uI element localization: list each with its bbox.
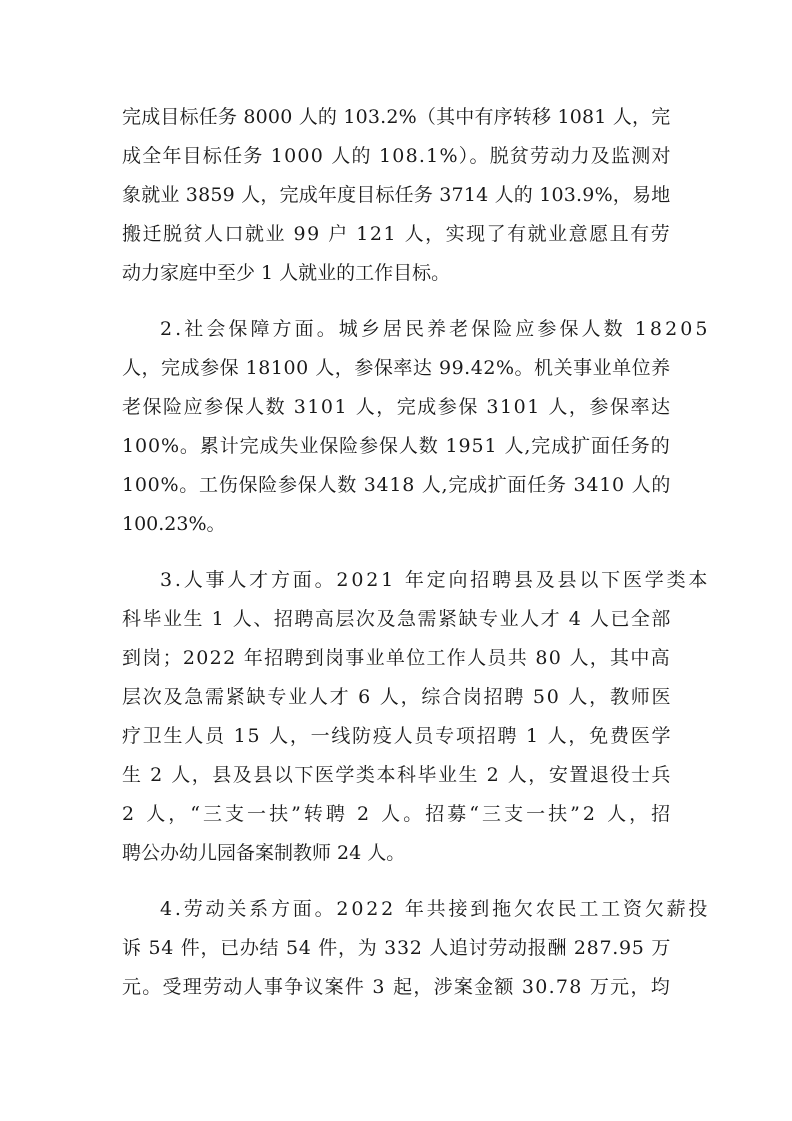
text-line (122, 215, 670, 254)
text-line-content: 搬迁脱贫人口就业 99 户 121 人，实现了有就业意愿且有劳 (122, 223, 672, 245)
paragraph-first-line (122, 310, 711, 349)
text-line-content: 老保险应参保人数 3101 人，完成参保 3101 人，参保率达 (122, 396, 672, 418)
text-line (122, 137, 670, 176)
text-line-content: 科毕业生 1 人、招聘高层次及急需紧缺专业人才 4 人已全部 (122, 608, 672, 630)
text-line-content: 疗卫生人员 15 人，一线防疫人员专项招聘 1 人，免费医学 (122, 725, 673, 747)
text-line (122, 254, 670, 293)
text-line (122, 600, 670, 639)
text-line-content: 到岗；2022 年招聘到岗事业单位工作人员共 80 人，其中高 (122, 647, 671, 669)
text-line-content: 生 2 人，县及县以下医学类本科毕业生 2 人，安置退役士兵 (122, 764, 672, 786)
text-line (122, 505, 670, 544)
text-line-content: 100.23%。 (122, 513, 226, 535)
text-line-content: 完成目标任务 8000 人的 103.2%（其中有序转移 1081 人，完 (122, 106, 671, 128)
paragraph-first-line (122, 561, 711, 600)
text-line (122, 717, 673, 756)
text-line-content: 象就业 3859 人，完成年度目标任务 3714 人的 103.9%，易地 (122, 184, 671, 206)
text-line (122, 968, 670, 1007)
text-line (122, 929, 670, 968)
text-line (122, 678, 673, 717)
text-line-content: 2.社会保障方面。城乡居民养老保险应参保人数 18205 (160, 318, 711, 340)
text-line-content: 3.人事人才方面。2021 年定向招聘县及县以下医学类本 (160, 569, 711, 591)
text-line-content: 诉 54 件，已办结 54 件，为 332 人追讨劳动报酬 287.95 万 (122, 937, 672, 959)
text-line (122, 795, 674, 834)
text-line-content: 动力家庭中至少 1 人就业的工作目标。 (122, 262, 451, 284)
text-line-content: 成全年目标任务 1000 人的 108.1%）。脱贫劳动力及监测对 (122, 145, 672, 167)
text-line (122, 349, 670, 388)
text-line-content: 人，完成参保 18100 人，参保率达 99.42%。机关事业单位养 (122, 357, 671, 379)
text-line-content: 聘公办幼儿园备案制教师 24 人。 (122, 842, 406, 864)
text-line-content: 100%。工伤保险参保人数 3418 人,完成扩面任务 3410 人的 (122, 474, 672, 496)
text-line-content: 100%。累计完成失业保险参保人数 1951 人,完成扩面任务的 (122, 435, 671, 457)
text-line-content: 层次及急需紧缺专业人才 6 人，综合岗招聘 50 人，教师医 (122, 686, 673, 708)
text-line (122, 639, 670, 678)
document-body (122, 98, 711, 1007)
text-line (122, 756, 670, 795)
text-line (122, 98, 670, 137)
text-line (122, 388, 670, 427)
text-line (122, 466, 670, 505)
paragraph-first-line (122, 890, 711, 929)
text-line (122, 834, 670, 873)
text-line (122, 176, 670, 215)
text-line (122, 427, 670, 466)
text-line-content: 2 人，“三支一扶”转聘 2 人。招募“三支一扶”2 人，招 (122, 803, 674, 825)
text-line-content: 元。受理劳动人事争议案件 3 起，涉案金额 30.78 万元，均 (122, 976, 671, 998)
text-line-content: 4.劳动关系方面。2022 年共接到拖欠农民工工资欠薪投 (160, 898, 711, 920)
